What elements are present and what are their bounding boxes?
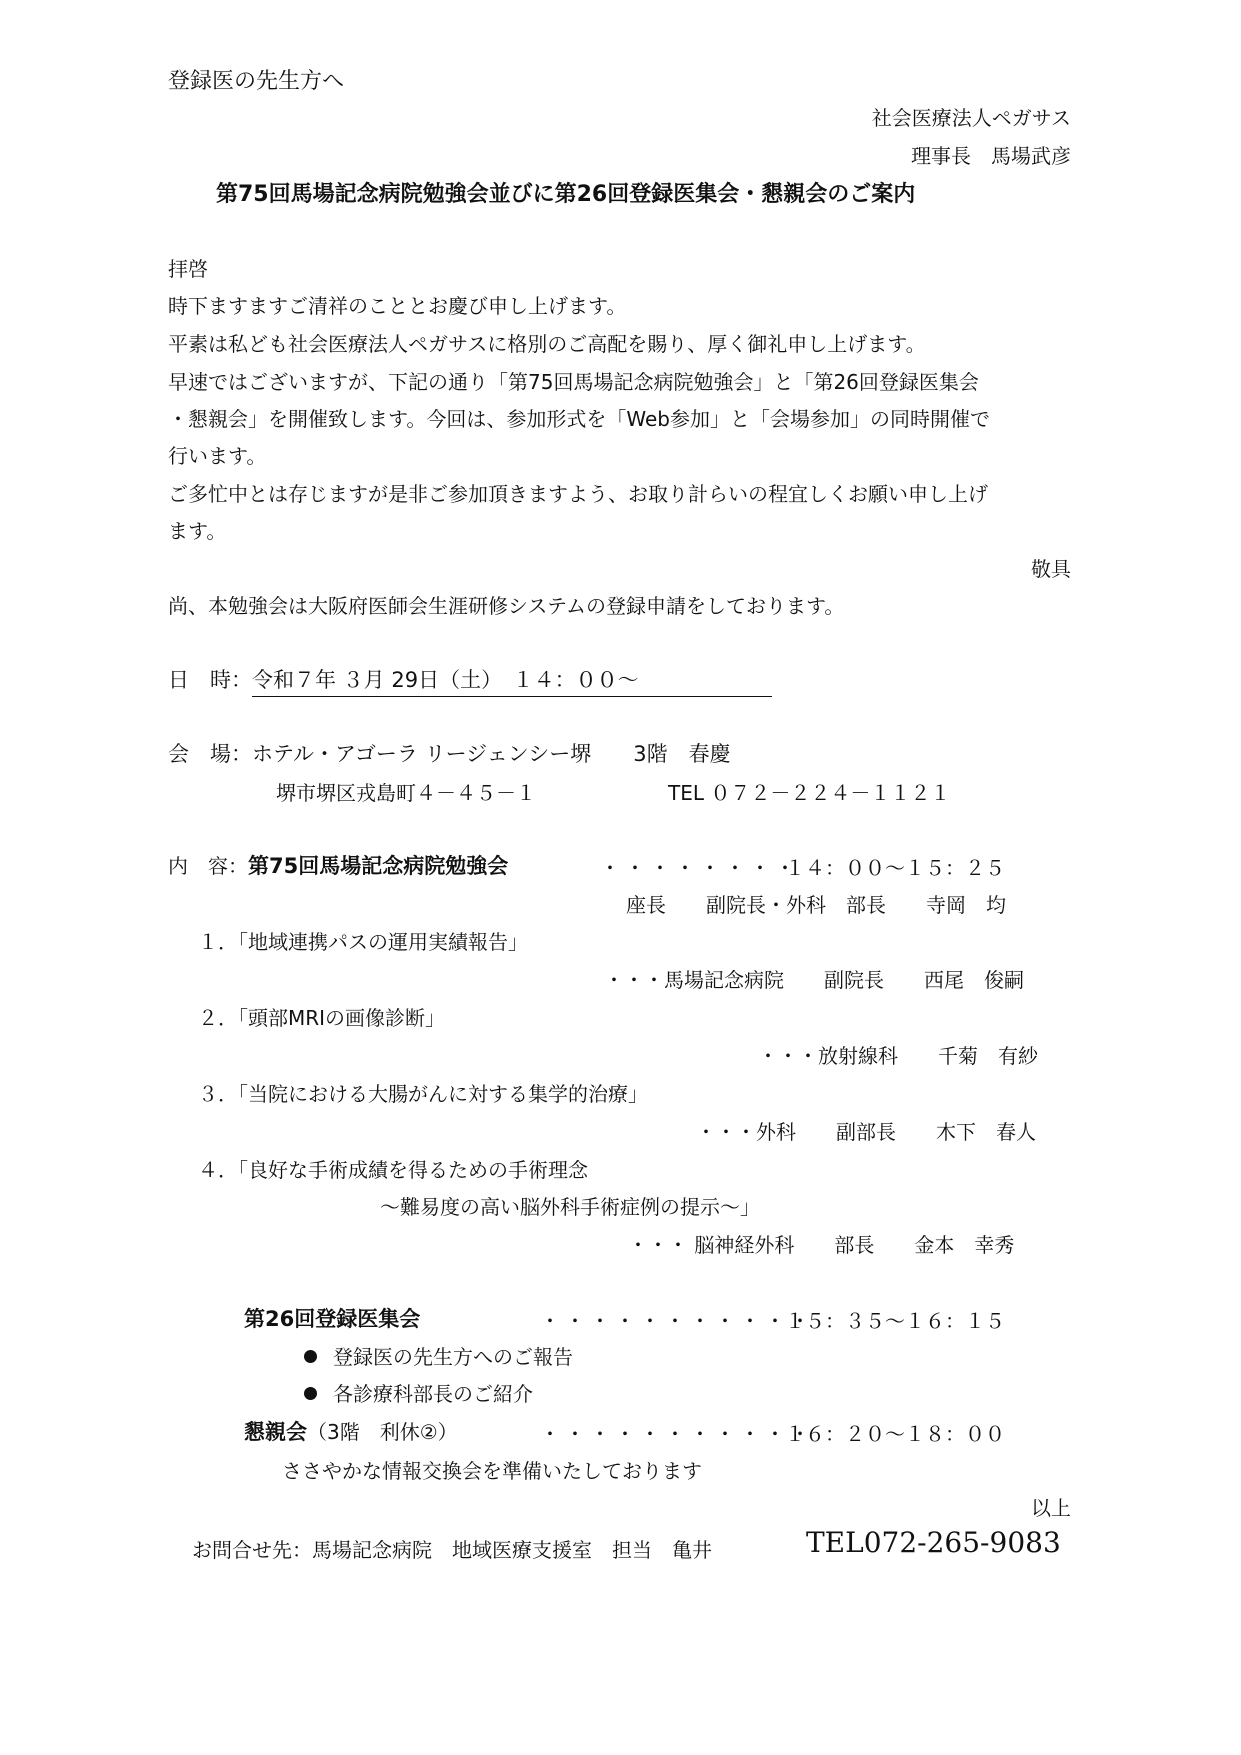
venue-name: ホテル・アゴーラ リージェンシー堺 3階 春慶 xyxy=(252,742,731,766)
greeting-line: 行います。 xyxy=(168,444,267,468)
greeting-line: 平素は私ども社会医療法人ペガサスに格別のご高配を賜り、厚く御礼申し上げます。 xyxy=(168,332,926,356)
meeting-item xyxy=(304,1341,573,1370)
greeting-opening: 拝啓 xyxy=(168,257,208,281)
talk-subtitle: ～難易度の高い脳外科手術症例の提示～」 xyxy=(380,1195,760,1219)
party-time: １６：２０～１８：００ xyxy=(785,1422,1005,1446)
meeting-item-label: 各診療科部長のご紹介 xyxy=(333,1382,533,1406)
bullet-icon xyxy=(304,1350,317,1363)
greeting-line: 時下ますますご清祥のこととお慶び申し上げます。 xyxy=(168,294,627,318)
talk-title: ２．「頭部MRIの画像診断」 xyxy=(198,1006,446,1030)
greeting-line: ・懇親会」を開催致します。今回は、参加形式を「Web参加」と「会場参加」の同時開催で xyxy=(168,407,991,431)
meeting-time: １５：３５～１６：１５ xyxy=(785,1309,1005,1333)
meeting-item-label: 登録医の先生方へのご報告 xyxy=(333,1345,573,1369)
cme-note: 尚、本勉強会は大阪府医師会生涯研修システムの登録申請をしております。 xyxy=(168,594,845,618)
contact-tel: TEL072-265-9083 xyxy=(806,1526,1061,1559)
greeting-line: ます。 xyxy=(168,519,227,543)
greeting-closing: 敬具 xyxy=(1031,557,1071,581)
datetime-row xyxy=(168,664,772,697)
chairperson: 座長 副院長・外科 部長 寺岡 均 xyxy=(626,893,1006,917)
end-mark: 以上 xyxy=(1031,1496,1071,1520)
study-session-time: １４：００～１５：２５ xyxy=(785,856,1005,880)
document-title: 第75回馬場記念病院勉強会並びに第26回登録医集会・懇親会のご案内 xyxy=(216,182,916,207)
talk-speaker: ・・・馬場記念病院 副院長 西尾 俊嗣 xyxy=(604,968,1024,992)
party-row xyxy=(244,1416,458,1446)
talk-speaker: ・・・放射線科 千菊 有紗 xyxy=(758,1044,1038,1068)
venue-address: 堺市堺区戎島町４－４５－１ xyxy=(276,781,536,805)
meeting-item xyxy=(304,1378,533,1407)
talk-title: ３．「当院における大腸がんに対する集学的治療」 xyxy=(198,1082,648,1106)
addressee: 登録医の先生方へ xyxy=(168,69,345,94)
meeting-dots: ・・・・・・・・・・・ xyxy=(540,1309,815,1333)
party-note: ささやかな情報交換会を準備いたしております xyxy=(282,1459,702,1483)
datetime-value: 令和７年 ３月 29日（土） １４：００～ xyxy=(252,664,772,697)
datetime-label: 日 時： xyxy=(168,668,252,692)
greeting-line: 早速ではございますが、下記の通り「第75回馬場記念病院勉強会」と「第26回登録医集会 xyxy=(168,370,979,394)
talk-title: １．「地域連携パスの運用実績報告」 xyxy=(198,930,528,954)
bullet-icon xyxy=(304,1387,317,1400)
sender-name: 理事長 馬場武彦 xyxy=(911,144,1071,168)
greeting-line: ご多忙中とは存じますが是非ご参加頂きますよう、お取り計らいの程宜しくお願い申し上げ xyxy=(168,482,988,506)
talk-title: ４．「良好な手術成績を得るための手術理念 xyxy=(198,1158,588,1182)
party-dots: ・・・・・・・・・・・ xyxy=(540,1422,815,1446)
content-row xyxy=(168,850,508,880)
sender-organization: 社会医療法人ペガサス xyxy=(871,106,1071,130)
study-session-title: 第75回馬場記念病院勉強会 xyxy=(248,854,509,878)
meeting-title: 第26回登録医集会 xyxy=(244,1307,421,1331)
venue-label: 会 場： xyxy=(168,742,252,766)
party-place: （3階 利休②） xyxy=(307,1420,458,1444)
content-label: 内 容： xyxy=(168,854,248,878)
venue-row xyxy=(168,738,731,768)
talk-speaker: ・・・外科 副部長 木下 春人 xyxy=(696,1120,1036,1144)
venue-tel: TEL ０７２－２２４－１１２１ xyxy=(668,781,951,805)
talk-speaker: ・・・ 脳神経外科 部長 金本 幸秀 xyxy=(628,1233,1015,1257)
study-session-dots: ・・・・・・・・ xyxy=(600,856,800,880)
contact-label: お問合せ先：馬場記念病院 地域医療支援室 担当 亀井 xyxy=(192,1538,712,1562)
party-title: 懇親会 xyxy=(244,1420,307,1444)
